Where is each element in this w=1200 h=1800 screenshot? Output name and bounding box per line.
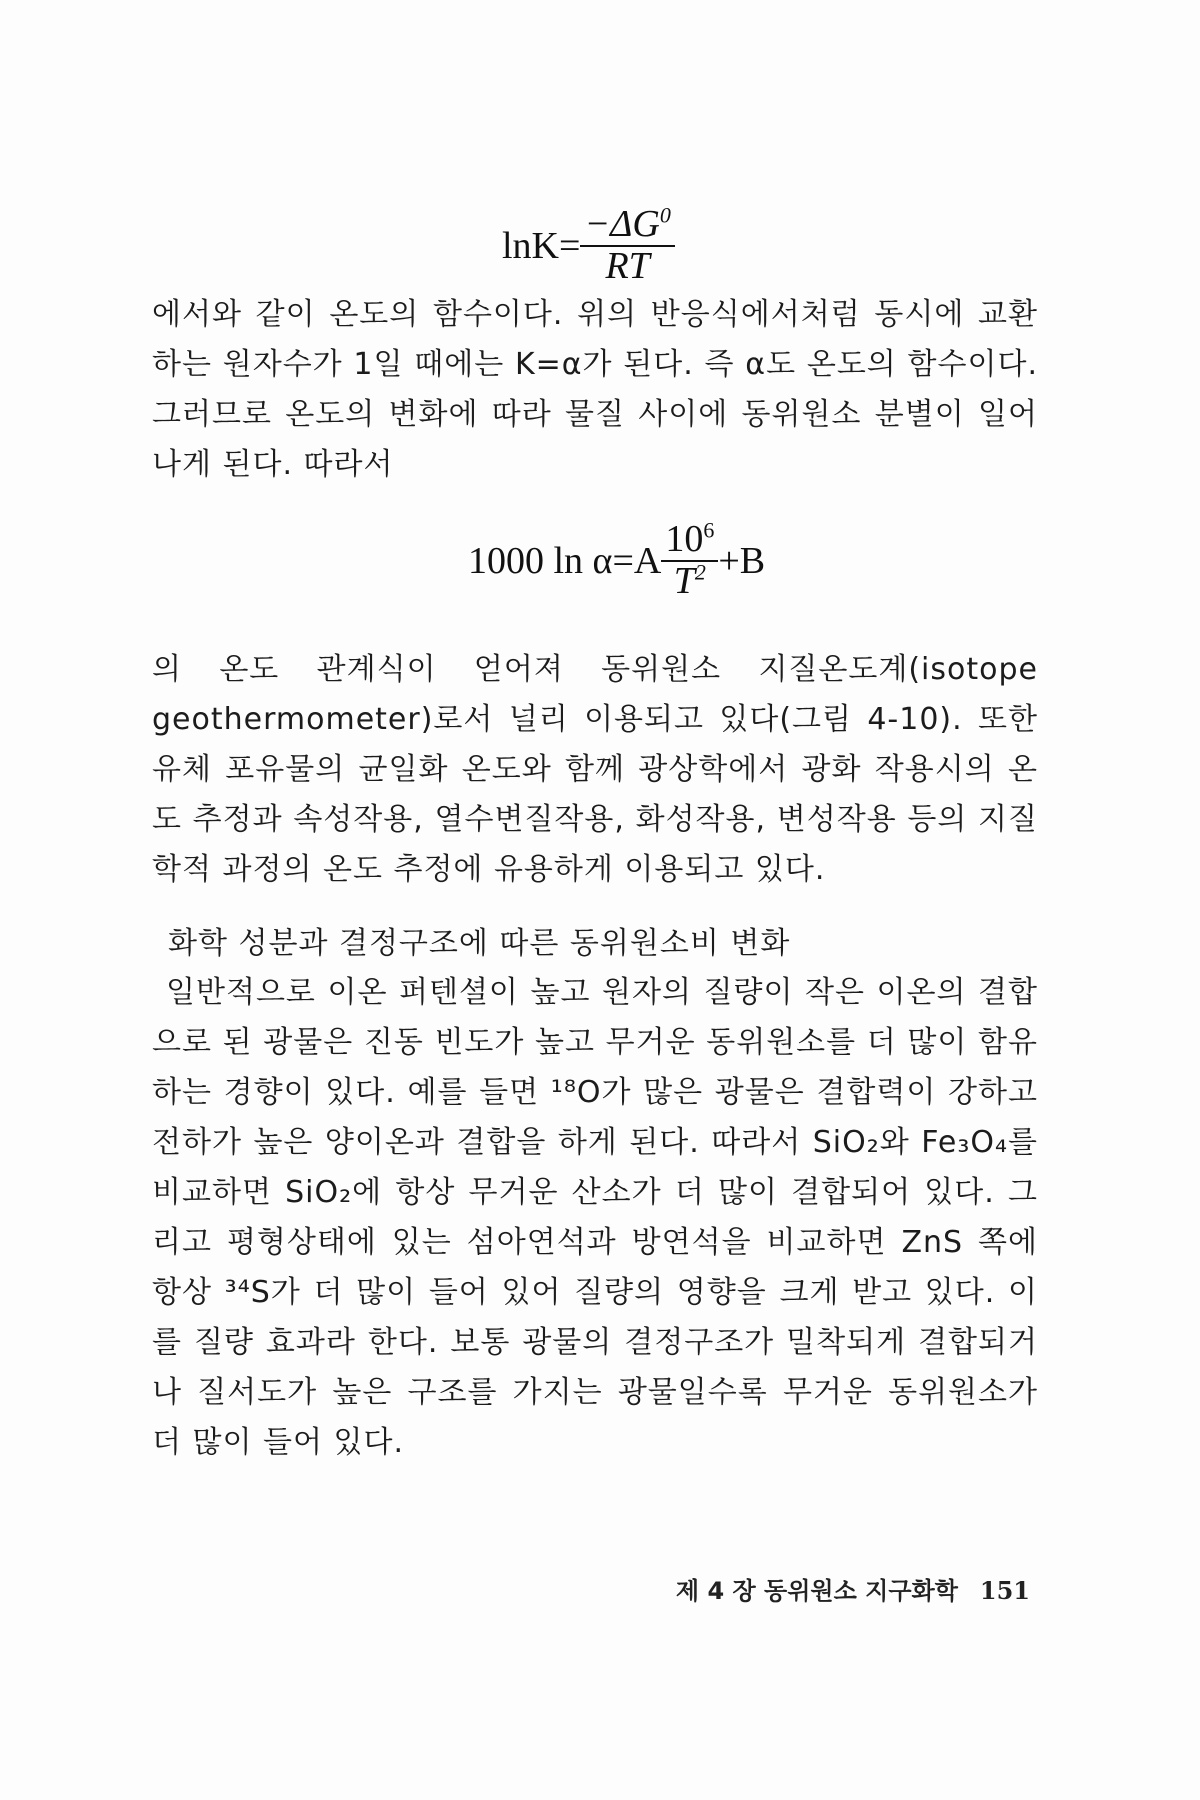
equation-numerator: [580, 202, 674, 245]
paragraph-temperature-function: 에서와 같이 온도의 함수이다. 위의 반응식에서처럼 동시에 교환하는 원자수가 1일 때에는 K=α가 된다. 즉 α도 온도의 함수이다. 그러므로 온도의 변화에 따라 물질 사이에 동위원소 분별이 일어나게 된다. 따라서: [152, 297, 1038, 482]
page-number: 151: [979, 1576, 1030, 1605]
denominator2-text: T: [673, 559, 695, 602]
equation2-denominator: [661, 560, 718, 602]
equation2-numerator: [661, 517, 718, 560]
numerator2-text: 10: [665, 518, 704, 560]
chapter-title: 제 4 장 동위원소 지구화학: [675, 1577, 958, 1605]
denominator2-superscript: 2: [694, 559, 706, 585]
equation-lhs: lnK=: [502, 224, 581, 267]
equation2-fraction: [661, 517, 718, 602]
equation-geothermometer: [468, 517, 766, 602]
section-heading: 화학 성분과 결정구조에 따른 동위원소비 변화: [168, 926, 791, 961]
equation-equilibrium-constant: [502, 202, 675, 287]
numerator-superscript: 0: [659, 202, 671, 228]
paragraph-geothermometer: 의 온도 관계식이 얻어져 동위원소 지질온도계(isotope geothermometer)로서 널리 이용되고 있다(그림 4-10). 또한 유체 포유물의 균일화 온도와 함께 광상학에서 광화 작용시의 온도 추정과 속성작용, 열수변질작용, 화성작용, 변성작용 등의 지질학적 과정의 온도 추정에 유용하게 이용되고 있다.: [152, 652, 1038, 887]
numerator-text: −ΔG: [584, 203, 660, 245]
equation-fraction: [580, 202, 674, 287]
equation2-lhs: 1000 ln α=A: [468, 539, 662, 582]
paragraph-isotope-ratio: 일반적으로 이온 퍼텐셜이 높고 원자의 질량이 작은 이온의 결합으로 된 광물은 진동 빈도가 높고 무거운 동위원소를 더 많이 함유하는 경향이 있다. 예를 들면 ¹⁸O가 많은 광물은 결합력이 강하고 전하가 높은 양이온과 결합을 하게 된다. 따라서 SiO₂와 Fe₃O₄를 비교하면 SiO₂에 항상 무거운 산소가 더 많이 결합되어 있다. 그리고 평형상태에 있는 섬아연석과 방연석을 비교하면 ZnS 쪽에 항상 ³⁴S가 더 많이 들어 있어 질량의 영향을 크게 받고 있다. 이를 질량 효과라 한다. 보통 광물의 결정구조가 밀착되게 결합되거나 질서도가 높은 구조를 가지는 광물일수록 무거운 동위원소가 더 많이 들어 있다.: [152, 975, 1038, 1460]
page-footer: [676, 1571, 1030, 1606]
equation2-rhs: +B: [718, 539, 766, 582]
numerator2-superscript: 6: [703, 517, 715, 543]
equation-denominator: RT: [580, 245, 674, 287]
